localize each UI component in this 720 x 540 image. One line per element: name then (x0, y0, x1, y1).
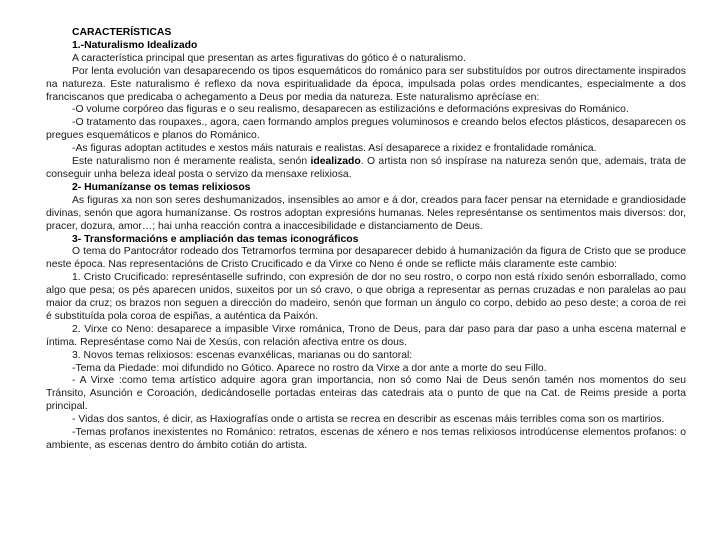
paragraph: 1. Cristo Crucificado: represéntaselle sufrindo, con expresión de dor no seu rostro, o corpo non está ríxido senón esborrallado, como algo que pesa; os pés aparecen unidos, suxeitos por un só cravo, o que obriga a representar as pernas cruzadas e non paralelas ao pau maior da cruz; os brazos non seguen a dirección do madeiro, senón que forman un ángulo co corpo, debido ao peso deste; a coroa de rei é substituída pola coroa de espiñas, a auténtica da Paixón. (46, 272, 686, 322)
paragraph: Por lenta evolución van desaparecendo os tipos esquemáticos do románico para ser substituídos por outros directamente inspirados na natureza. Este naturalismo é reflexo da nova espiritualidade da época, impulsada polas ordes mendicantes, especialmente a dos franciscanos que predicaba o achegamento a Deus por media da natureza. Este naturalismo aprécíase en: (46, 65, 686, 103)
paragraph: -O tratamento das roupaxes., agora, caen formando amplos pregues voluminosos e creando belos efectos plásticos, desaparecen os pregues esquemáticos e planos do Románico. (46, 117, 686, 142)
paragraph: 2. Virxe co Neno: desaparece a impasible Virxe románica, Trono de Deus, para dar paso para dar paso a unha escena maternal e íntima. Represéntase como Nai de Xesús, con relación afectiva entre os dous. (46, 323, 686, 348)
text-run: . O artista non só inspírase na natureza senón que, ademais, trata de conseguir unha beleza ideal posta o servizo da mensaxe relixiosa. (46, 156, 686, 180)
paragraph: A característica principal que presentan as artes figurativas do gótico é o naturalismo. (72, 52, 466, 64)
document-title: CARACTERÍSTICAS (72, 27, 172, 38)
paragraph: -As figuras adoptan actitudes e xestos máis naturais e realistas. Así desaparece a rixidez e frontalidade románica. (72, 143, 597, 155)
section-heading-humanizanse: 2- Humanízanse os temas relixiosos (72, 181, 251, 193)
paragraph: O tema do Pantocrátor rodeado dos Tetramorfos termina por desaparecer debido á humanización da figura de Cristo que se produce neste época. Nas representacións de Cristo Crucificado e da Virxe co Neno é onde se reflicte máis claramente este cambio: (46, 246, 686, 271)
text-run: Este naturalismo non é meramente realista, senón (72, 156, 311, 168)
emphasis-idealizado: idealizado (310, 156, 361, 168)
paragraph (46, 156, 686, 182)
section-heading-transformacions: 3- Transformacións e ampliación das temas iconográficos (72, 233, 359, 245)
paragraph: -Tema da Piedade: moi difundido no Gótico. Aparece no rostro da Virxe a dor ante a morte do seu Fillo. (72, 362, 547, 374)
paragraph: -O volume corpóreo das figuras e o seu realismo, desaparecen as estilizacións e deformacións expresivas do Románico. (72, 104, 629, 116)
document-body (46, 27, 686, 453)
paragraph: - Vidas dos santos, é dicir, as Haxiografías onde o artista se recrea en describir as escenas máis terribles coma son os martirios. (72, 414, 665, 426)
paragraph: As figuras xa non son seres deshumanizados, insensibles ao amor e á dor, creados para facer pensar na eternidade e grandiosidade divinas, senón que agora humanízanse. Os rostros adoptan expresións humanas. Neles represéntanse os sentimentos mais diversos: dor, pracer, dozura, amor…; hai unha reacción contra a inaccesibilidade e distanciamento de Deus. (46, 194, 686, 232)
section-heading-naturalismo: 1.-Naturalismo Idealizado (72, 39, 198, 51)
paragraph: -Temas profanos inexistentes no Románico: retratos, escenas de xénero e nos temas relixiosos introdúcense elementos profanos: o ambiente, as escenas dentro do ámbito cotián do artista. (46, 427, 686, 451)
paragraph: - A Virxe :como tema artístico adquire agora gran importancia, non só como Nai de Deus senón tamén nos momentos do seu Tránsito, Asunción e Coroación, dedicándoselle portadas enteiras das catedrais ata o punto de que na Cat. de Reims preside a porta principal. (46, 375, 686, 413)
paragraph: 3. Novos temas relixiosos: escenas evanxélicas, marianas ou do santoral: (72, 349, 413, 361)
